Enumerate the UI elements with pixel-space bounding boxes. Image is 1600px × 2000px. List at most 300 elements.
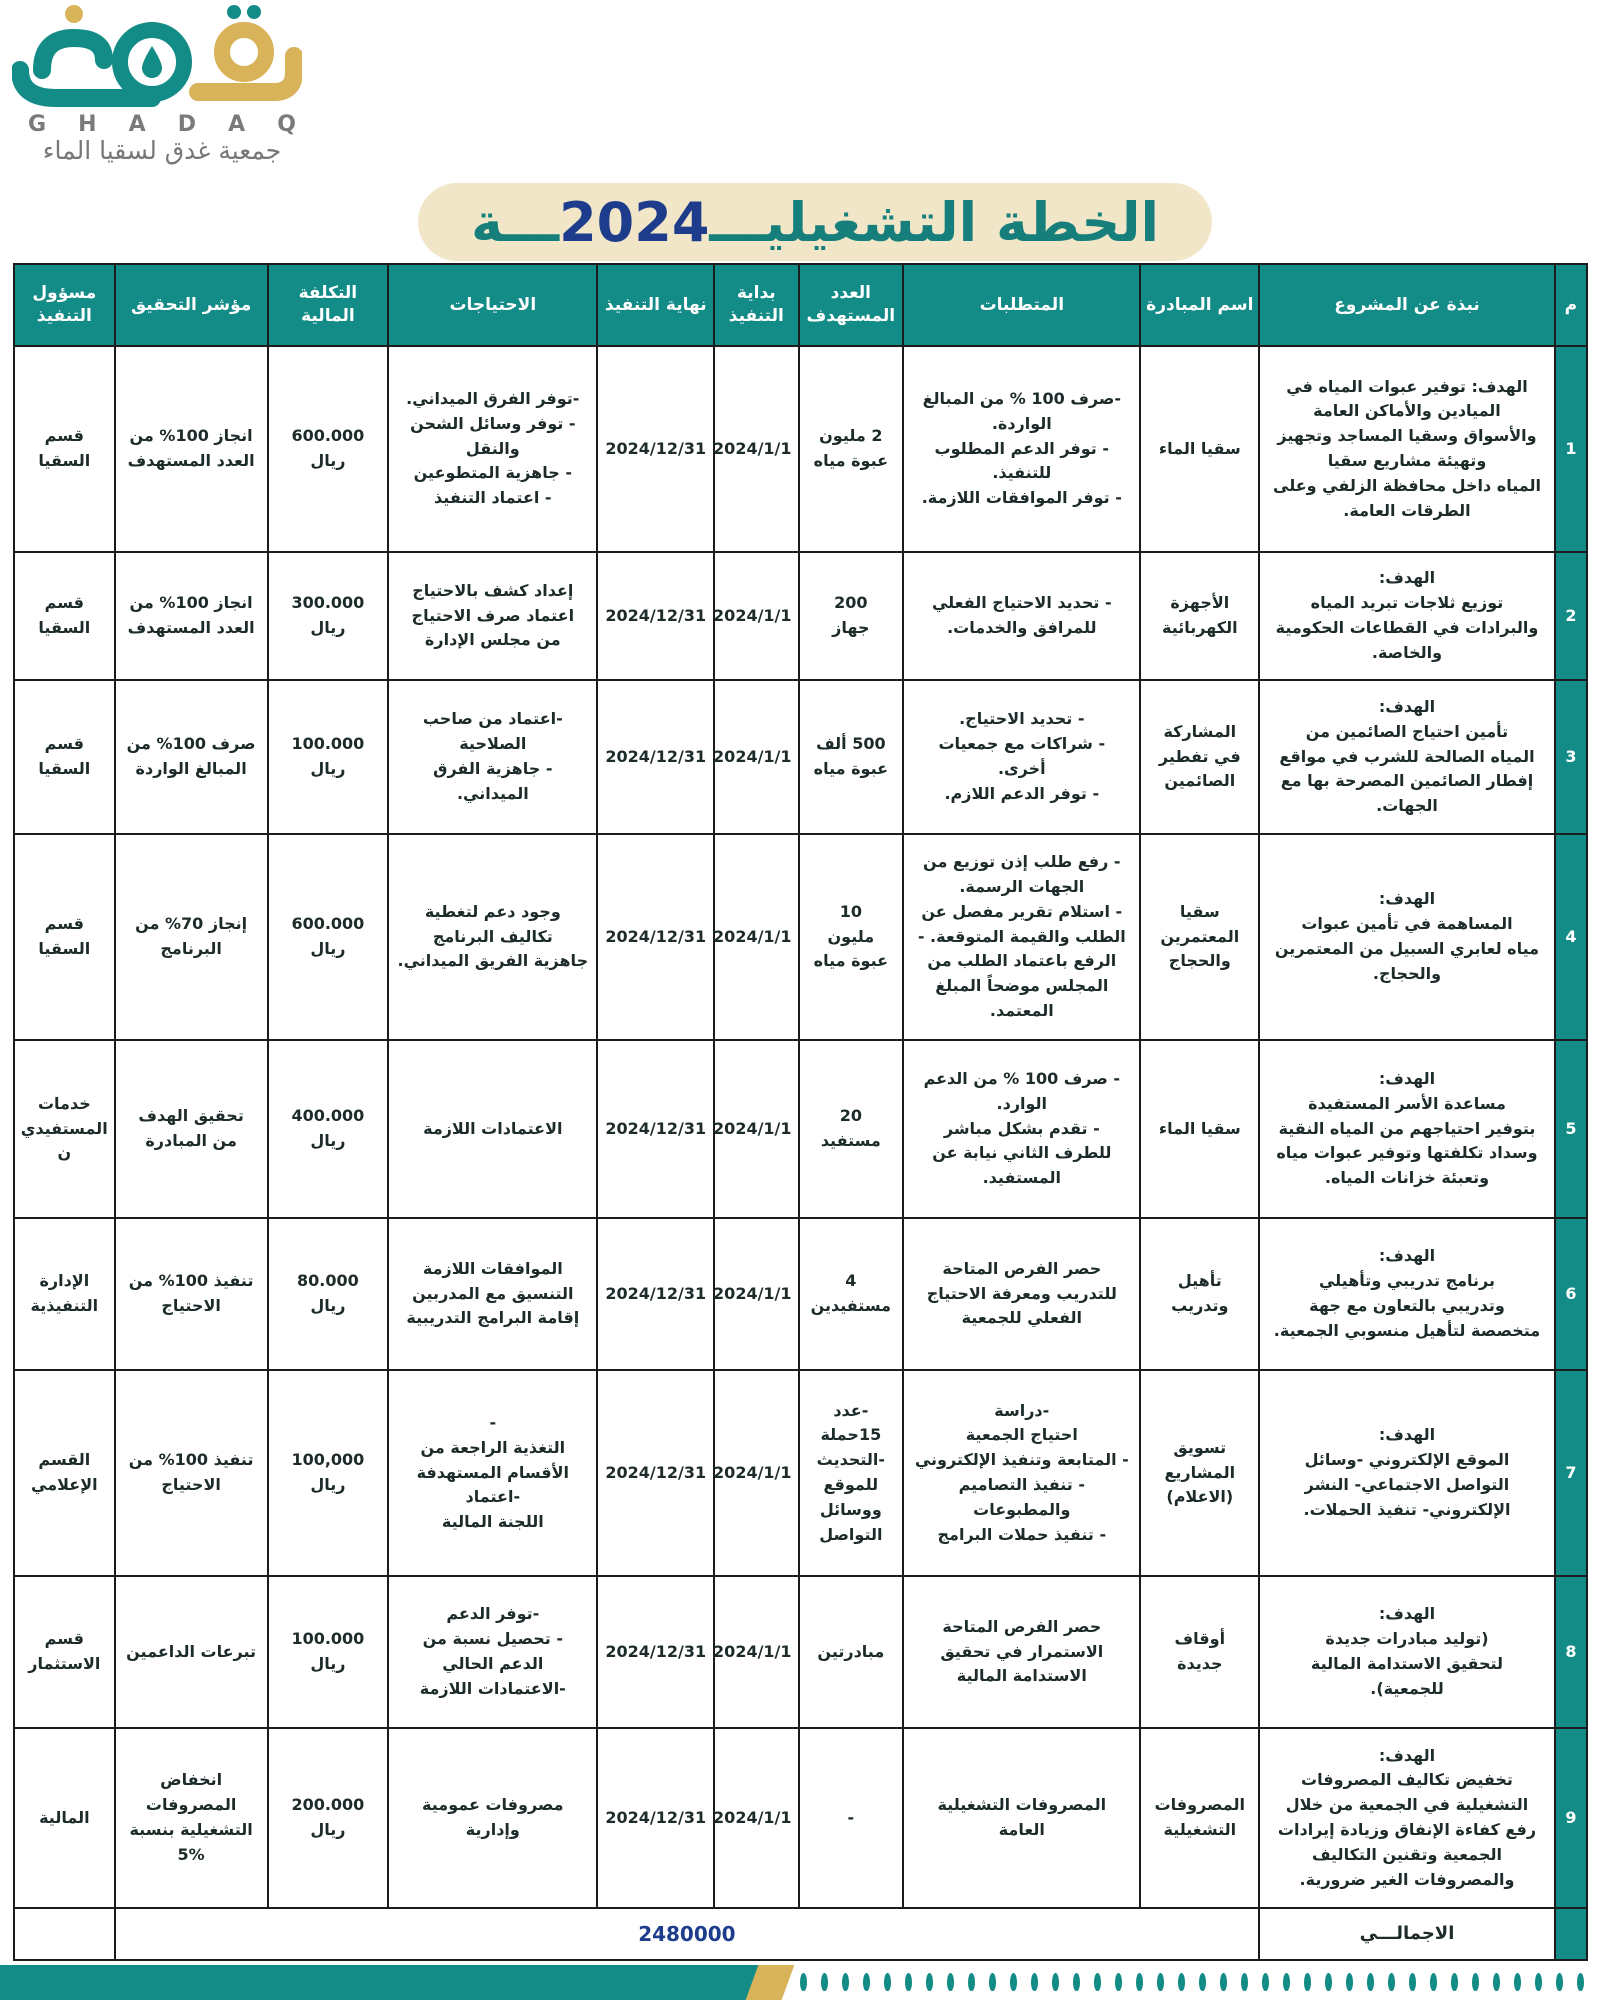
logo-letter: G	[28, 112, 49, 137]
cell-needs	[388, 1370, 597, 1576]
cell-desc	[1259, 552, 1555, 680]
cell-line: تسويق	[1173, 1437, 1227, 1457]
table-row	[14, 1218, 1587, 1370]
cell-line: وإدارية	[465, 1820, 520, 1839]
cell-owner	[14, 1370, 115, 1576]
cell-line: المجلس موضحاً المبلغ	[935, 976, 1109, 996]
cell-start: 2024/1/1	[714, 1576, 798, 1728]
cell-line: المساهمة في تأمين عبوات	[1301, 914, 1513, 934]
cell-line: الجهات.	[1376, 796, 1438, 816]
cell-line: 200.000	[291, 1795, 365, 1815]
cell-line: ريال	[310, 618, 346, 637]
cell-line: تخفيض تكاليف المصروفات	[1301, 1770, 1513, 1790]
cell-line: 500 ألف	[816, 734, 886, 754]
cell-line: 400.000	[291, 1106, 365, 1126]
cell-line: من المبادرة	[145, 1131, 237, 1150]
cell-kpi	[115, 1728, 268, 1908]
cell-line: إنجاز 70% من	[135, 914, 248, 934]
cell-line: - اعتماد التنفيذ	[434, 488, 552, 508]
cell-line: عبوة مياه	[813, 451, 889, 470]
cell-owner	[14, 346, 115, 552]
cell-line: 300.000	[291, 593, 365, 613]
cell-line: وجود دعم لتغطية	[424, 901, 561, 921]
cell-line: -الاعتمادات اللازمة	[419, 1678, 566, 1698]
cell-end: 2024/12/31	[597, 1370, 714, 1576]
cell-line: قسم	[44, 914, 84, 934]
water-drop-icon	[1157, 1973, 1164, 1991]
cell-line: للتدريب ومعرفة الاحتياج	[926, 1283, 1117, 1303]
cell-line: الصائمين	[1164, 771, 1236, 791]
cell-name	[1140, 1576, 1259, 1728]
cell-line: - تحصيل نسبة من	[422, 1629, 563, 1649]
cell-line: الأقسام المستهدفة	[416, 1462, 570, 1482]
water-drop-icon	[800, 1973, 807, 1991]
operational-plan-table	[13, 263, 1588, 1961]
water-drop-icon	[1325, 1973, 1332, 1991]
cell-line: - المتابعة وتنفيذ الإلكتروني	[914, 1450, 1129, 1470]
cell-desc	[1259, 680, 1555, 834]
table-row	[14, 680, 1587, 834]
cell-needs	[388, 1040, 597, 1218]
cell-line: 5%	[177, 1844, 205, 1864]
cell-needs	[388, 680, 597, 834]
cell-line: انجاز 100% من	[129, 426, 253, 446]
header-owner: مسؤول التنفيذ	[14, 264, 115, 346]
water-drop-icon	[1409, 1973, 1416, 1991]
row-number: 6	[1555, 1218, 1587, 1370]
cell-line: ريال	[310, 1131, 346, 1150]
cell-line: وتدريبي بالتعاون مع جهة	[1309, 1296, 1505, 1315]
water-drop-icon	[1220, 1973, 1227, 1991]
table-row	[14, 1576, 1587, 1728]
row-number: 5	[1555, 1040, 1587, 1218]
cell-line: الهدف:	[1378, 1246, 1436, 1266]
header-req: المتطلبات	[903, 264, 1140, 346]
water-drop-icon	[947, 1973, 954, 1991]
cell-cost	[268, 1728, 389, 1908]
cell-req	[903, 834, 1140, 1040]
water-drop-icon	[968, 1973, 975, 1991]
cell-line: للتنفيذ.	[992, 463, 1052, 483]
table-row	[14, 1040, 1587, 1218]
cell-line: قسم	[44, 426, 84, 446]
cell-owner	[14, 680, 115, 834]
cell-line: ريال	[310, 1296, 346, 1315]
cell-line: المعتمد.	[989, 1000, 1054, 1020]
cell-start: 2024/1/1	[714, 680, 798, 834]
cell-line: الاستثمار	[28, 1654, 101, 1673]
cell-line: والبرادات في القطاعات الحكومية	[1275, 618, 1539, 637]
water-drop-icon	[1073, 1973, 1080, 1991]
cell-line: الطلب والقيمة المتوقعة. -	[917, 926, 1126, 946]
cell-line: سقيا الماء	[1158, 438, 1241, 458]
cell-line: مصروفات عمومية	[422, 1795, 564, 1815]
cell-line: المعتمرين	[1160, 926, 1240, 946]
cell-line: سقيا	[1179, 901, 1220, 921]
cell-line: قسم	[44, 593, 84, 613]
cell-line: -صرف 100 % من المبالغ	[922, 389, 1121, 408]
cell-line: - تنفيذ التصاميم	[958, 1475, 1085, 1494]
row-number: 2	[1555, 552, 1587, 680]
cell-req	[903, 1040, 1140, 1218]
water-drop-icon	[1388, 1973, 1395, 1991]
water-drop-icon	[905, 1973, 912, 1991]
table-row	[14, 834, 1587, 1040]
cell-cost	[268, 834, 389, 1040]
total-num-cell	[1555, 1908, 1587, 1960]
cell-line: السقيا	[38, 759, 91, 778]
header-desc: نبذة عن المشروع	[1259, 264, 1555, 346]
cell-line: - توفر الدعم اللازم.	[944, 783, 1100, 803]
cell-line: رفع كفاءة الإنفاق وزيادة إيرادات	[1277, 1820, 1537, 1839]
cell-line: والحجاج.	[1372, 963, 1442, 983]
cell-owner	[14, 1576, 115, 1728]
water-drop-icon	[926, 1973, 933, 1991]
cell-line: المياه الصالحة للشرب في مواقع	[1279, 746, 1535, 766]
cell-line: - تحديد الاحتياج.	[959, 709, 1085, 729]
water-drop-icon	[1535, 1973, 1542, 1991]
water-drop-icon	[1367, 1973, 1374, 1991]
cell-cost	[268, 1370, 389, 1576]
logo-letter: D	[177, 112, 199, 137]
cell-end: 2024/12/31	[597, 1040, 714, 1218]
cell-line: إفطار الصائمين المصرحة بها مع	[1280, 771, 1534, 791]
cell-line: تكاليف البرنامج	[432, 926, 553, 946]
cell-name	[1140, 1370, 1259, 1576]
water-drop-icon	[1346, 1973, 1353, 1991]
cell-line: 600.000	[291, 914, 365, 934]
cell-line: جديدة	[1177, 1654, 1223, 1673]
cell-line: الواردة.	[991, 413, 1052, 433]
water-drop-icon	[1556, 1973, 1563, 1991]
cell-line: -التحديث	[816, 1450, 886, 1470]
cell-line: الهدف:	[1378, 1425, 1436, 1445]
header-kpi: مؤشر التحقيق	[115, 264, 268, 346]
cell-start: 2024/1/1	[714, 1728, 798, 1908]
header-name: اسم المبادرة	[1140, 264, 1259, 346]
cell-start: 2024/1/1	[714, 552, 798, 680]
title-year: 2024	[559, 190, 710, 254]
cell-req	[903, 1370, 1140, 1576]
cell-cost	[268, 346, 389, 552]
cell-line: والمطبوعات	[973, 1499, 1071, 1519]
cell-line: سقيا الماء	[1158, 1118, 1241, 1138]
cell-line: انخفاض	[160, 1770, 223, 1790]
cell-line: متخصصة لتأهيل منسوبي الجمعية.	[1273, 1320, 1541, 1340]
cell-line: للموقع	[823, 1475, 879, 1494]
cell-line: للجمعية).	[1370, 1678, 1444, 1698]
logo-mark-icon	[12, 0, 302, 112]
cell-line: التشغيلية	[1163, 1820, 1237, 1839]
cell-line: مياه لعابري السبيل من المعتمرين	[1274, 939, 1540, 958]
cell-owner	[14, 834, 115, 1040]
cell-line: الإدارة	[39, 1271, 90, 1291]
cell-line: والأسواق وسقيا المساجد وتجهيز	[1277, 426, 1537, 446]
cell-line: تنفيذ 100% من	[128, 1271, 254, 1291]
cell-line: الاحتياج	[161, 1296, 221, 1315]
cell-start: 2024/1/1	[714, 834, 798, 1040]
cell-line: وتعبئة خزانات المياه.	[1324, 1168, 1490, 1188]
cell-line: التشغيلية في الجمعية من خلال	[1285, 1795, 1529, 1815]
cell-line: بتوفير احتياجهم من المياه النقية	[1278, 1118, 1536, 1138]
cell-line: - رفع طلب إذن توزيع من	[923, 852, 1121, 872]
cell-count	[799, 1370, 904, 1576]
cell-owner	[14, 1040, 115, 1218]
cell-line: توزيع ثلاجات تبريد المياه	[1310, 593, 1504, 613]
cell-line: إعداد كشف بالاحتياج	[412, 580, 574, 600]
cell-line: حصر الفرص المتاحة	[942, 1616, 1102, 1636]
cell-count	[799, 1040, 904, 1218]
cell-line: المستفيدي	[20, 1118, 108, 1138]
cell-start: 2024/1/1	[714, 346, 798, 552]
water-drop-icon	[1241, 1973, 1248, 1991]
cell-kpi	[115, 1370, 268, 1576]
cell-cost	[268, 1040, 389, 1218]
cell-req	[903, 1728, 1140, 1908]
cell-line: انجاز 100% من	[129, 593, 253, 613]
cell-line: الاستدامة المالية	[956, 1666, 1087, 1686]
cell-line: احتياج الجمعية	[965, 1425, 1078, 1445]
water-drop-icon	[1577, 1973, 1584, 1991]
cell-line: - شراكات مع جمعيات	[938, 734, 1106, 754]
cell-line: وتدريب	[1171, 1296, 1229, 1315]
cell-line: اللجنة المالية	[441, 1512, 544, 1532]
row-number: 9	[1555, 1728, 1587, 1908]
ghadaq-logo	[12, 0, 302, 170]
cell-line: ريال	[310, 451, 346, 470]
cell-line: أوقاف	[1174, 1629, 1226, 1649]
footer-drops	[800, 1973, 1584, 1991]
cell-kpi	[115, 834, 268, 1040]
cell-desc	[1259, 1218, 1555, 1370]
cell-line: الإلكتروني- تنفيذ الحملات.	[1303, 1499, 1511, 1519]
cell-line: الاحتياج	[161, 1475, 221, 1494]
cell-line: في تفطير	[1158, 746, 1241, 766]
cell-line: جاهزية الفريق الميداني.	[397, 951, 589, 971]
cell-line: -توفر الدعم	[446, 1604, 540, 1624]
cell-line: التغذية الراجعة من	[420, 1437, 566, 1457]
cell-line: والخاصة.	[1371, 642, 1443, 662]
cell-line: - جاهزية الفرق الميداني.	[433, 759, 553, 803]
cell-line: 15حملة	[820, 1425, 882, 1445]
row-number: 7	[1555, 1370, 1587, 1576]
cell-needs	[388, 1576, 597, 1728]
cell-end: 2024/12/31	[597, 1576, 714, 1728]
cell-line: أخرى.	[997, 759, 1046, 778]
cell-line: -اعتماد من صاحب	[422, 709, 563, 729]
cell-line: ووسائل	[819, 1499, 882, 1519]
header-end: نهاية التنفيذ	[597, 264, 714, 346]
cell-line: حصر الفرص المتاحة	[942, 1258, 1102, 1278]
cell-count	[799, 1576, 904, 1728]
cell-req	[903, 680, 1140, 834]
water-drop-icon	[1199, 1973, 1206, 1991]
cell-line: قسم	[44, 734, 84, 754]
cell-line: السقيا	[38, 939, 91, 958]
cell-line: - تقدم بشكل مباشر	[943, 1118, 1100, 1138]
header-m: م	[1555, 264, 1587, 346]
cell-cost	[268, 1218, 389, 1370]
cell-line: -	[489, 1413, 497, 1432]
water-drop-icon	[1262, 1973, 1269, 1991]
cell-line: اعتماد صرف الاحتياج	[411, 605, 575, 625]
cell-line: الصلاحية	[459, 734, 527, 754]
cell-line: مستفيدين	[810, 1296, 892, 1315]
cell-req	[903, 552, 1140, 680]
cell-end: 2024/12/31	[597, 834, 714, 1040]
cell-line: - جاهزية المتطوعين	[413, 463, 572, 483]
water-drop-icon	[842, 1973, 849, 1991]
cell-line: الهدف:	[1378, 1745, 1436, 1765]
cell-line: الاعتمادات اللازمة	[423, 1118, 563, 1138]
cell-line: الميادين والأماكن العامة	[1313, 401, 1501, 421]
cell-owner	[14, 1218, 115, 1370]
cell-line: الجمعية وتقنين التكاليف	[1311, 1844, 1502, 1864]
cell-end: 2024/12/31	[597, 1218, 714, 1370]
cell-line: ريال	[310, 1820, 346, 1839]
cell-needs	[388, 346, 597, 552]
row-number: 8	[1555, 1576, 1587, 1728]
cell-kpi	[115, 1218, 268, 1370]
cell-line: 200	[834, 593, 868, 613]
cell-line: 2 مليون	[819, 426, 883, 446]
cell-kpi	[115, 1576, 268, 1728]
cell-line: تأمين احتياج الصائمين من	[1305, 721, 1509, 741]
cell-cost	[268, 1576, 389, 1728]
cell-line: الطرقات العامة.	[1343, 500, 1471, 520]
cell-line: تنفيذ 100% من	[128, 1450, 254, 1470]
cell-line: الهدف: توفير عبوات المياه في	[1286, 376, 1528, 396]
header-start: بداية التنفيذ	[714, 264, 798, 346]
cell-owner	[14, 1728, 115, 1908]
cell-name	[1140, 680, 1259, 834]
cell-count	[799, 680, 904, 834]
cell-desc	[1259, 346, 1555, 552]
cell-line: المالية	[39, 1807, 90, 1827]
cell-line: المياه داخل محافظة الزلفي وعلى	[1273, 475, 1541, 495]
cell-line: 100,000	[291, 1450, 365, 1470]
cell-line: - توفر الدعم المطلوب	[934, 438, 1110, 458]
header-count: العدد المستهدف	[799, 264, 904, 346]
row-number: 3	[1555, 680, 1587, 834]
cell-kpi	[115, 346, 268, 552]
cell-line: ن	[57, 1143, 72, 1163]
cell-line: التواصل	[819, 1524, 883, 1544]
cell-line: العدد المستهدف	[127, 451, 255, 470]
row-number: 4	[1555, 834, 1587, 1040]
logo-letter: H	[78, 112, 99, 137]
cell-req	[903, 1576, 1140, 1728]
logo-letter: A	[228, 112, 248, 137]
cell-line: -عدد	[833, 1400, 869, 1420]
cell-start: 2024/1/1	[714, 1370, 798, 1576]
cell-end: 2024/12/31	[597, 1728, 714, 1908]
cell-line: التنسيق مع المدربين	[412, 1283, 574, 1303]
cell-line: المصروفات	[1154, 1795, 1246, 1815]
cell-name	[1140, 552, 1259, 680]
cell-line: وتهيئة مشاريع سقيا	[1327, 451, 1487, 470]
water-drop-icon	[1304, 1973, 1311, 1991]
cell-line: التواصل الاجتماعي- النشر	[1304, 1475, 1510, 1494]
table-header-row	[14, 264, 1587, 346]
water-drop-icon	[1094, 1973, 1101, 1991]
cell-line: تحقيق الهدف	[138, 1106, 244, 1126]
cell-line: الهدف:	[1378, 1069, 1436, 1088]
water-drop-icon	[989, 1973, 996, 1991]
page-title	[418, 183, 1212, 261]
cell-desc	[1259, 1728, 1555, 1908]
row-number: 1	[1555, 346, 1587, 552]
cell-line: الهدف:	[1378, 568, 1436, 588]
cell-line: - توفر وسائل الشحن	[410, 413, 576, 433]
cell-end: 2024/12/31	[597, 552, 714, 680]
cell-line: الاستمرار في تحقيق	[940, 1641, 1104, 1661]
cell-line: مساعدة الأسر المستفيدة	[1308, 1093, 1506, 1113]
cell-line: المشاركة	[1163, 721, 1237, 741]
cell-line: الإعلامي	[31, 1475, 98, 1494]
cell-needs	[388, 834, 597, 1040]
cell-line: الفعلي للجمعية	[961, 1308, 1082, 1328]
cell-line: - استلام تقرير مفصل عن	[921, 901, 1123, 921]
cell-line: لتحقيق الاستدامة المالية	[1310, 1654, 1504, 1673]
page-title-text	[471, 191, 1159, 254]
cell-req	[903, 346, 1140, 552]
cell-end: 2024/12/31	[597, 680, 714, 834]
cell-line: السقيا	[38, 451, 91, 470]
cell-line: السقيا	[38, 618, 91, 637]
cell-line: الجهات الرسمة.	[959, 877, 1085, 896]
cell-count	[799, 552, 904, 680]
cell-line: مبادرتين	[817, 1641, 885, 1661]
cell-line: - تحديد الاحتياج الفعلي	[931, 593, 1112, 613]
footer-teal-bar	[0, 1965, 770, 2000]
cell-line: (توليد مبادرات جديدة	[1325, 1629, 1489, 1649]
cell-line: والمصروفات الغير ضرورية.	[1299, 1869, 1515, 1889]
cell-line: الهدف:	[1378, 697, 1436, 716]
cell-line: مليون	[827, 926, 875, 946]
header-cost: التكلفة المالية	[268, 264, 389, 346]
cell-line: الوارد.	[996, 1093, 1048, 1113]
water-drop-icon	[821, 1973, 828, 1991]
cell-line: الموافقات اللازمة	[422, 1258, 563, 1278]
cell-line: تبرعات الداعمين	[126, 1641, 257, 1661]
cell-line: الكهربائية	[1162, 618, 1238, 637]
cell-desc	[1259, 834, 1555, 1040]
cell-line: جهاز	[832, 618, 870, 637]
cell-kpi	[115, 680, 268, 834]
water-drop-icon	[1178, 1973, 1185, 1991]
cell-count	[799, 834, 904, 1040]
water-drop-icon	[1514, 1973, 1521, 1991]
cell-line: 20	[839, 1106, 862, 1126]
cell-desc	[1259, 1040, 1555, 1218]
table-row	[14, 552, 1587, 680]
logo-subtitle: جمعية غدق لسقيا الماء	[42, 136, 282, 165]
cell-line: الدعم الحالي	[442, 1654, 544, 1673]
table-row	[14, 346, 1587, 552]
cell-line: والحجاج	[1168, 951, 1231, 971]
cell-req	[903, 1218, 1140, 1370]
logo-letter: Q	[277, 112, 298, 137]
total-empty-cell	[14, 1908, 115, 1960]
cell-line: العامة	[998, 1820, 1045, 1839]
water-drop-icon	[884, 1973, 891, 1991]
water-drop-icon	[1052, 1973, 1059, 1991]
cell-needs	[388, 552, 597, 680]
cell-line: للمرافق والخدمات.	[947, 618, 1097, 637]
cell-line: الهدف:	[1378, 1604, 1436, 1624]
cell-line: (الاعلام)	[1166, 1487, 1234, 1507]
